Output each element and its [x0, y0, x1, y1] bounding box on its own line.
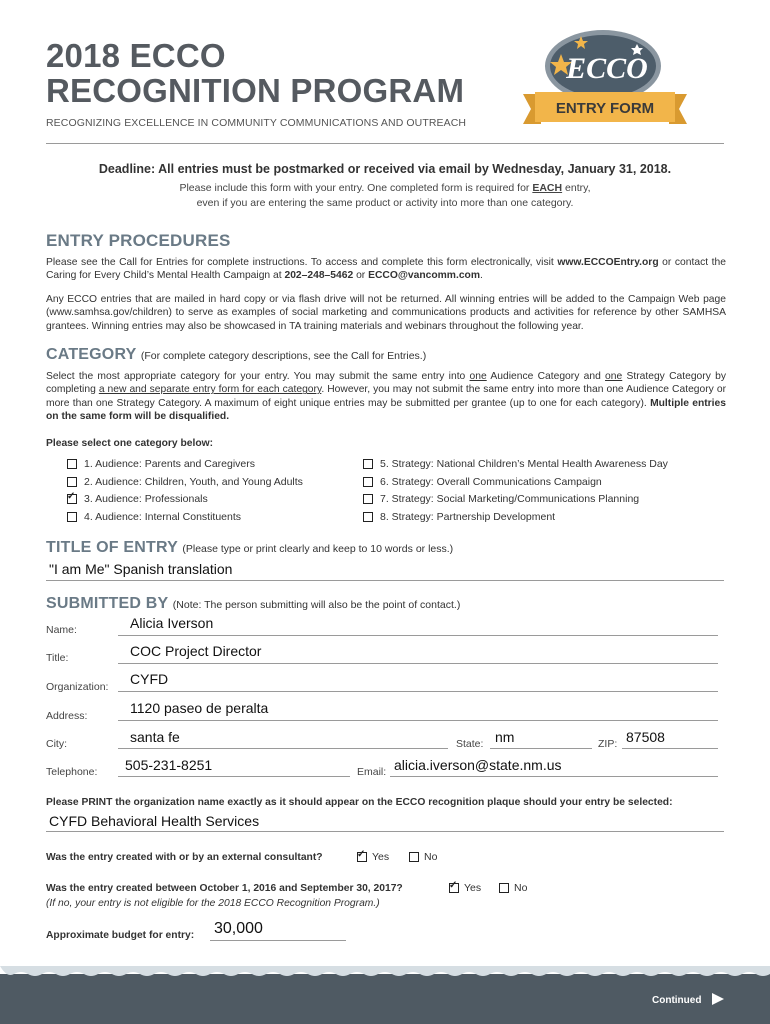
intro-line-1: Please include this form with your entry. One completed form is required for EACH entry, — [179, 182, 591, 194]
category-option-1[interactable]: 1. Audience: Parents and Caregivers — [67, 458, 303, 470]
organization-line — [118, 691, 718, 692]
title-line-2: RECOGNITION PROGRAM — [46, 72, 465, 109]
category-option-8[interactable]: 8. Strategy: Partnership Development — [363, 511, 668, 523]
intro-line-2: even if you are entering the same product or activity into more than one category. — [196, 197, 574, 209]
category-select-label: Please select one category below: — [46, 438, 214, 449]
checkmark-icon: ✓ — [357, 849, 366, 860]
category-heading: CATEGORY (For complete category descriptions, see the Call for Entries.) — [46, 346, 427, 363]
telephone-line — [118, 776, 350, 777]
title-entry-input[interactable]: "I am Me" Spanish translation — [49, 561, 233, 577]
ecco-logo — [519, 22, 691, 132]
address-label: Address: — [46, 710, 88, 722]
checkbox-checked[interactable] — [67, 491, 77, 504]
zip-label: ZIP: — [598, 738, 618, 750]
page-subtitle: RECOGNIZING EXCELLENCE IN COMMUNITY COMMUNICATIONS AND OUTREACH — [46, 117, 467, 129]
audience-options — [67, 458, 303, 523]
page-title — [46, 38, 464, 108]
consultant-no-option[interactable]: No — [409, 851, 437, 863]
header-divider — [46, 143, 724, 144]
city-label: City: — [46, 738, 67, 750]
email-line — [390, 776, 718, 777]
zip-line — [622, 748, 718, 749]
plaque-line — [46, 831, 724, 832]
checkbox[interactable] — [67, 477, 77, 487]
name-label: Name: — [46, 624, 77, 636]
state-label: State: — [456, 738, 484, 750]
checkbox-checked[interactable] — [449, 880, 459, 893]
address-input[interactable]: 1120 paseo de peralta — [130, 700, 269, 716]
contact-email-link[interactable]: ECCO@vancomm.com — [368, 270, 480, 282]
deadline-text: Deadline: All entries must be postmarked or received via email by Wednesday, January 31, 2018. — [98, 162, 672, 176]
consultant-yes-option[interactable]: ✓ Yes — [357, 849, 390, 863]
category-option-7[interactable]: 7. Strategy: Social Marketing/Communications Planning — [363, 493, 668, 505]
zip-input[interactable]: 87508 — [626, 729, 665, 745]
checkmark-icon: ✓ — [67, 491, 76, 502]
title-entry-line — [46, 580, 724, 581]
category-option-2[interactable]: 2. Audience: Children, Youth, and Young Adults — [67, 476, 303, 488]
title-line — [118, 663, 718, 664]
eligibility-note: (If no, your entry is not eligible for the 2018 ECCO Recognition Program.) — [46, 898, 380, 909]
email-input[interactable]: alicia.iverson@state.nm.us — [394, 757, 562, 773]
category-option-4[interactable]: 4. Audience: Internal Constituents — [67, 511, 303, 523]
entry-url-link[interactable]: www.ECCOEntry.org — [557, 257, 659, 268]
date-no-option[interactable]: No — [499, 882, 527, 894]
city-input[interactable]: santa fe — [130, 729, 180, 745]
job-title-input[interactable]: COC Project Director — [130, 643, 262, 659]
date-yes-option[interactable]: ✓ Yes — [449, 880, 482, 894]
checkbox[interactable] — [363, 459, 373, 469]
procedures-paragraph-1: Please see the Call for Entries for complete instructions. To access and complete this form electronically, visit www.ECCOEntry.org or contact the Caring for Every Child’s Mental Health Campaign at 202–248–5462 or ECCO@vancomm.com. — [46, 257, 726, 282]
submitted-heading: SUBMITTED BY (Note: The person submitting will also be the point of contact.) — [46, 595, 461, 612]
checkmark-icon: ✓ — [449, 880, 458, 891]
logo-text: ECCO — [566, 52, 648, 85]
category-option-5[interactable]: 5. Strategy: National Children’s Mental Health Awareness Day — [363, 458, 668, 470]
title-line-1: 2018 ECCO — [46, 37, 226, 74]
address-line — [118, 720, 718, 721]
category-paragraph: Select the most appropriate category for your entry. You may submit the same entry into one Audience Category and one Strategy Category by completing a new and separate entry form for each category. However, you may not submit the same entry into more than one Audience Category or more than one Strategy Category. A maximum of eight unique entries may be submitted per grantee (up to one for each category). Multiple entries on the same form will be disqualified. — [46, 371, 726, 423]
name-input[interactable]: Alicia Iverson — [130, 615, 214, 631]
state-line — [490, 748, 592, 749]
name-line — [118, 635, 718, 636]
title-entry-heading: TITLE OF ENTRY (Please type or print clearly and keep to 10 words or less.) — [46, 539, 454, 556]
date-question: Was the entry created between October 1, 2016 and September 30, 2017? — [46, 883, 403, 894]
checkbox-checked[interactable] — [357, 849, 367, 862]
checkbox[interactable] — [363, 477, 373, 487]
checkbox[interactable] — [363, 494, 373, 504]
continued-label[interactable]: Continued — [652, 995, 702, 1006]
procedures-heading: ENTRY PROCEDURES — [46, 231, 231, 250]
checkbox[interactable] — [409, 852, 419, 862]
budget-label: Approximate budget for entry: — [46, 930, 195, 941]
ribbon-text: ENTRY FORM — [555, 100, 655, 117]
consultant-question: Was the entry created with or by an external consultant? — [46, 852, 323, 863]
strategy-options — [363, 458, 668, 523]
telephone-input[interactable]: 505-231-8251 — [125, 757, 213, 773]
email-label: Email: — [357, 766, 387, 778]
budget-line — [210, 940, 346, 941]
state-input[interactable]: nm — [495, 729, 515, 745]
city-line — [118, 748, 448, 749]
procedures-paragraph-2: Any ECCO entries that are mailed in hard copy or via flash drive will not be returned. All winning entries will be added to the Campaign Web page (www.samhsa.gov/children) to serve as examples of social marketing and communications products and activities for reference by other SAMHSA grantees. Winning entries may also be showcased in TA training materials and webinars throughout the following year. — [46, 294, 726, 332]
organization-label: Organization: — [46, 681, 109, 693]
checkbox[interactable] — [363, 512, 373, 522]
arrow-right-icon[interactable] — [711, 992, 725, 1006]
title-label: Title: — [46, 652, 69, 664]
checkbox[interactable] — [67, 512, 77, 522]
category-option-6[interactable]: 6. Strategy: Overall Communications Campaign — [363, 476, 668, 488]
plaque-label: Please PRINT the organization name exactly as it should appear on the ECCO recognition plaque should your entry be selected: — [46, 797, 673, 808]
budget-input[interactable]: 30,000 — [214, 920, 263, 937]
category-option-3[interactable]: ✓ 3. Audience: Professionals — [67, 491, 208, 505]
checkbox[interactable] — [499, 883, 509, 893]
checkbox[interactable] — [67, 459, 77, 469]
plaque-name-input[interactable]: CYFD Behavioral Health Services — [49, 813, 260, 829]
organization-input[interactable]: CYFD — [130, 671, 169, 687]
telephone-label: Telephone: — [46, 766, 98, 778]
